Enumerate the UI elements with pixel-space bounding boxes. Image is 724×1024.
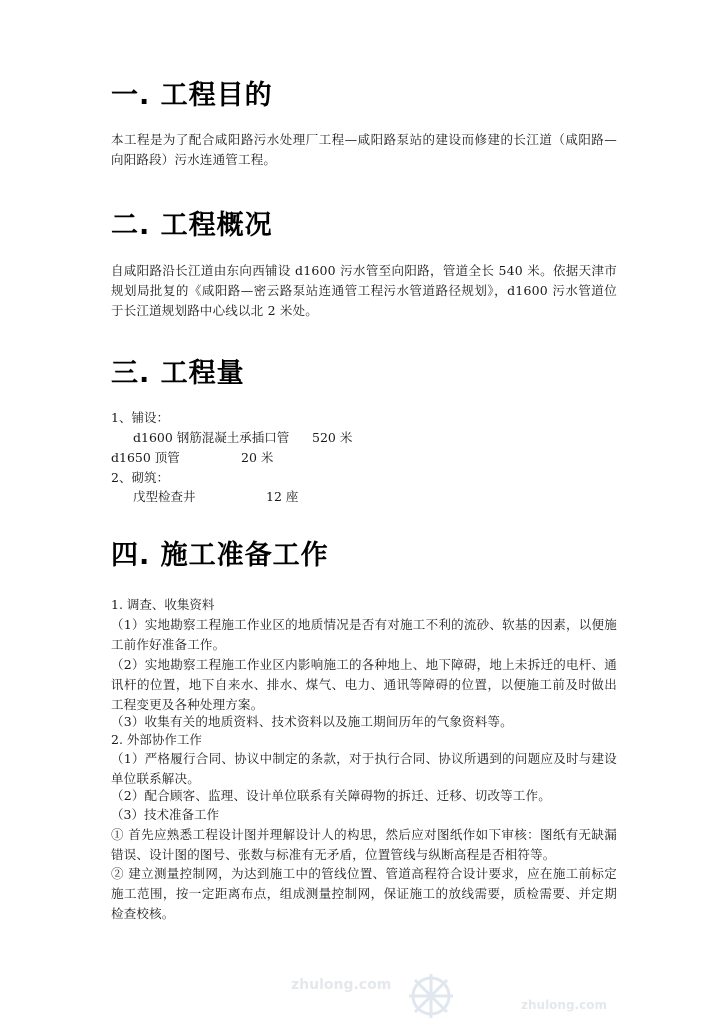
quantity-pipe2-name: d1650 顶管 <box>111 450 180 465</box>
prep-paragraph-3: （3）收集有关的地质资料、技术资料以及施工期间历年的气象资料等。 <box>111 714 513 729</box>
quantity-pipe2-qty: 20 米 <box>241 450 274 465</box>
prep-paragraph-8: ② 建立测量控制网，为达到施工中的管线位置、管道高程符合设计要求，应在施工前标定施工范围，按一定距离布点，组成测量控制网，保证施工的放线需要，质检需要、并定期检查校核。 <box>111 866 617 921</box>
prep-paragraph-6: （3）技术准备工作 <box>111 807 219 822</box>
section-3-heading: 三. 工程量 <box>111 358 245 389</box>
quantity-pipe1-qty: 520 米 <box>312 430 353 445</box>
section-4-heading: 四. 施工准备工作 <box>111 540 329 571</box>
quantity-well-qty: 12 座 <box>266 489 299 504</box>
watermark-text-2: zhulong.com <box>521 998 607 1012</box>
prep-paragraph-1: （1）实地勘察工程施工作业区的地质情况是否有对施工不利的流砂、软基的因素，以便施工前作好准备工作。 <box>111 617 617 652</box>
prep-paragraph-7: ① 首先应熟悉工程设计图并理解设计人的构思，然后应对图纸作如下审核：图纸有无缺漏错误、设计图的图号、张数与标准有无矛盾，位置管线与纵断高程是否相符等。 <box>111 827 617 862</box>
prep-item-1-title: 1. 调查、收集资料 <box>111 597 215 612</box>
prep-paragraph-2: （2）实地勘察工程施工作业区内影响施工的各种地上、地下障碍，地上未拆迁的电杆、通讯杆的位置，地下自来水、排水、煤气、电力、通讯等障碍的位置，以便施工前及时做出工程变更及各种处理方案。 <box>111 657 617 712</box>
quantity-pipe1-name: d1600 钢筋混凝土承插口管 <box>133 430 290 445</box>
section-1-body: 本工程是为了配合咸阳路污水处理厂工程—咸阳路泵站的建设而修建的长江道（咸阳路—向阳路段）污水连通管工程。 <box>111 132 617 167</box>
watermark-text-1: zhulong.com <box>291 977 392 993</box>
section-1-heading: 一. 工程目的 <box>111 80 273 111</box>
section-2-heading: 二. 工程概况 <box>111 210 273 241</box>
prep-paragraph-4: （1）严格履行合同、协议中制定的条款，对于执行合同、协议所遇到的问题应及时与建设单位联系解决。 <box>111 751 617 786</box>
quantity-well-name: 戊型检查井 <box>133 489 196 504</box>
prep-item-2-title: 2. 外部协作工作 <box>111 732 202 747</box>
watermark-logo-icon <box>405 970 457 1022</box>
prep-paragraph-5: （2）配合顾客、监理、设计单位联系有关障碍物的拆迁、迁移、切改等工作。 <box>111 788 551 803</box>
section-2-body: 自咸阳路沿长江道由东向西铺设 d1600 污水管至向阳路，管道全长 540 米。依据天津市规划局批复的《咸阳路—密云路泵站连通管工程污水管道路径规划》，d1600 污水管道位于长江道规划路中心线以北 2 米处。 <box>111 263 617 318</box>
quantity-build-title: 2、砌筑： <box>111 470 169 485</box>
quantity-lay-title: 1、铺设： <box>111 410 169 425</box>
